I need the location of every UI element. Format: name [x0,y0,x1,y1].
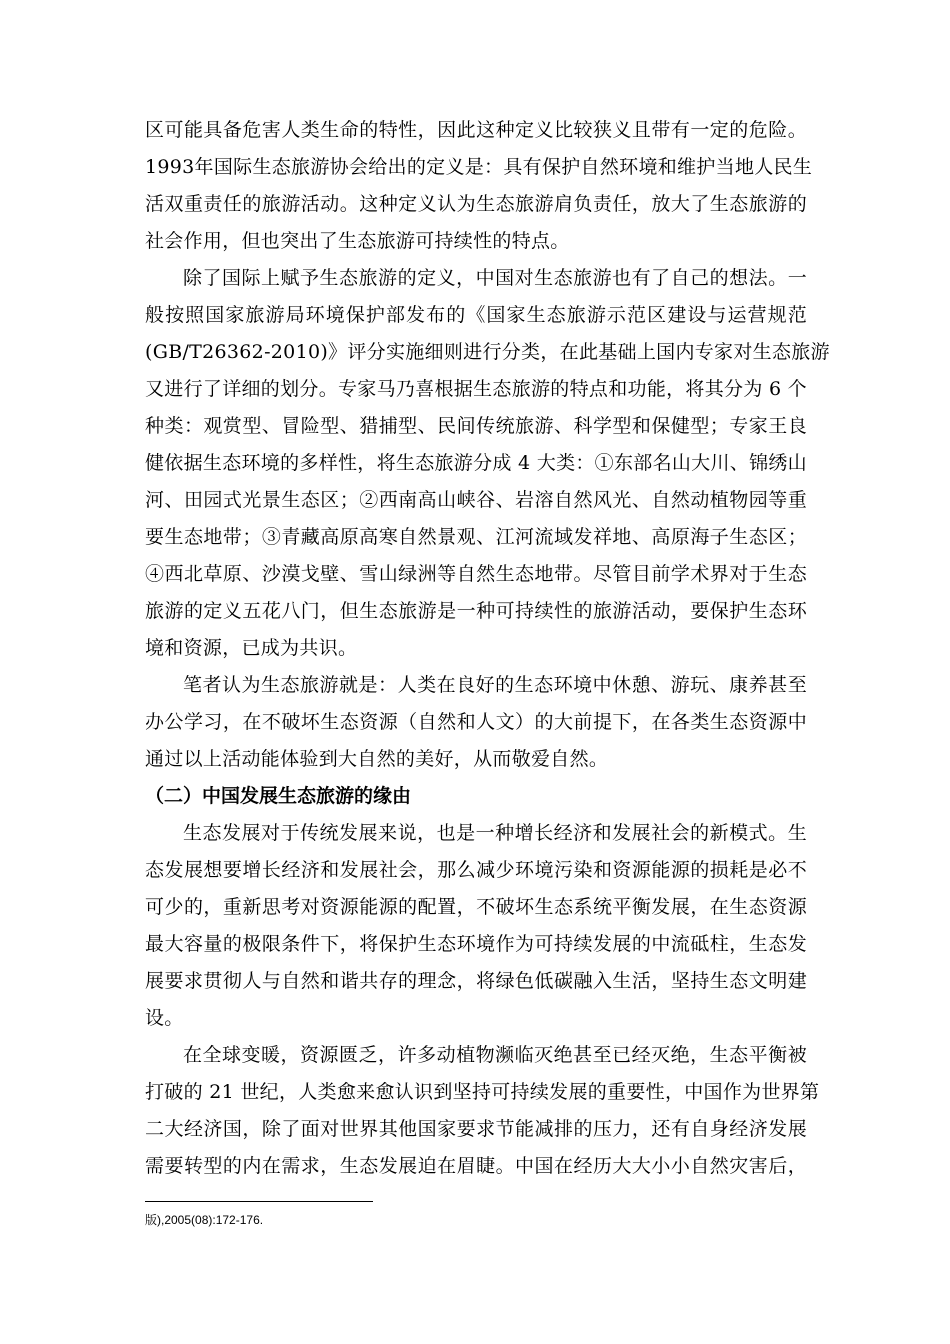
text-line: 办公学习，在不破坏生态资源（自然和人文）的大前提下，在各类生态资源中 [145,711,807,733]
text-line: 生态发展对于传统发展来说，也是一种增长经济和发展社会的新模式。生 [183,822,807,844]
text-line: 1993年国际生态旅游协会给出的定义是：具有保护自然环境和维护当地人民生 [145,156,813,178]
text-line: 设。 [145,1007,184,1029]
text-line: 要生态地带；③青藏高原高寒自然景观、江河流域发祥地、高原海子生态区； [145,526,807,548]
text-line: 在全球变暖，资源匮乏，许多动植物濒临灭绝甚至已经灭绝，生态平衡被 [183,1044,807,1066]
text-line: (GB/T26362-2010)》评分实施细则进行分类，在此基础上国内专家对生态旅游 [145,341,830,363]
text-line: 需要转型的内在需求，生态发展迫在眉睫。中国在经历大大小小自然灾害后， [145,1155,807,1177]
text-line: 态发展想要增长经济和发展社会，那么减少环境污染和资源能源的损耗是必不 [145,859,807,881]
text-line: 社会作用，但也突出了生态旅游可持续性的特点。 [145,230,570,252]
text-line: 又进行了详细的划分。专家马乃喜根据生态旅游的特点和功能，将其分为 6 个 [145,378,807,400]
text-line: 健依据生态环境的多样性，将生态旅游分成 4 大类：①东部名山大川、锦绣山 [145,452,807,474]
text-line: 河、田园式光景生态区；②西南高山峡谷、岩溶自然风光、自然动植物园等重 [145,489,807,511]
text-line: 旅游的定义五花八门，但生态旅游是一种可持续性的旅游活动，要保护生态环 [145,600,807,622]
text-line: 通过以上活动能体验到大自然的美好，从而敬爱自然。 [145,748,609,770]
text-line: 二大经济国，除了面对世界其他国家要求节能减排的压力，还有自身经济发展 [145,1118,807,1140]
section-heading: （二）中国发展生态旅游的缘由 [145,785,412,807]
text-line: 活双重责任的旅游活动。这种定义认为生态旅游肩负责任，放大了生态旅游的 [145,193,807,215]
footnote-divider [145,1201,373,1202]
text-line: 笔者认为生态旅游就是：人类在良好的生态环境中休憩、游玩、康养甚至 [183,674,807,696]
text-line: 区可能具备危害人类生命的特性，因此这种定义比较狭义且带有一定的危险。 [145,119,807,141]
text-line: ④西北草原、沙漠戈壁、雪山绿洲等自然生态地带。尽管目前学术界对于生态 [145,563,807,585]
text-line: 打破的 21 世纪，人类愈来愈认识到坚持可持续发展的重要性，中国作为世界第 [145,1081,820,1103]
text-line: 般按照国家旅游局环境保护部发布的《国家生态旅游示范区建设与运营规范 [145,304,807,326]
text-line: 展要求贯彻人与自然和谐共存的理念，将绿色低碳融入生活，坚持生态文明建 [145,970,807,992]
text-line: 除了国际上赋予生态旅游的定义，中国对生态旅游也有了自己的想法。一 [183,267,807,289]
footnote-text: 版),2005(08):172-176. [145,1213,264,1227]
text-line: 种类：观赏型、冒险型、猎捕型、民间传统旅游、科学型和保健型；专家王良 [145,415,807,437]
text-line: 最大容量的极限条件下，将保护生态环境作为可持续发展的中流砥柱，生态发 [145,933,807,955]
text-line: 可少的，重新思考对资源能源的配置，不破坏生态系统平衡发展，在生态资源 [145,896,807,918]
text-line: 境和资源，已成为共识。 [145,637,358,659]
